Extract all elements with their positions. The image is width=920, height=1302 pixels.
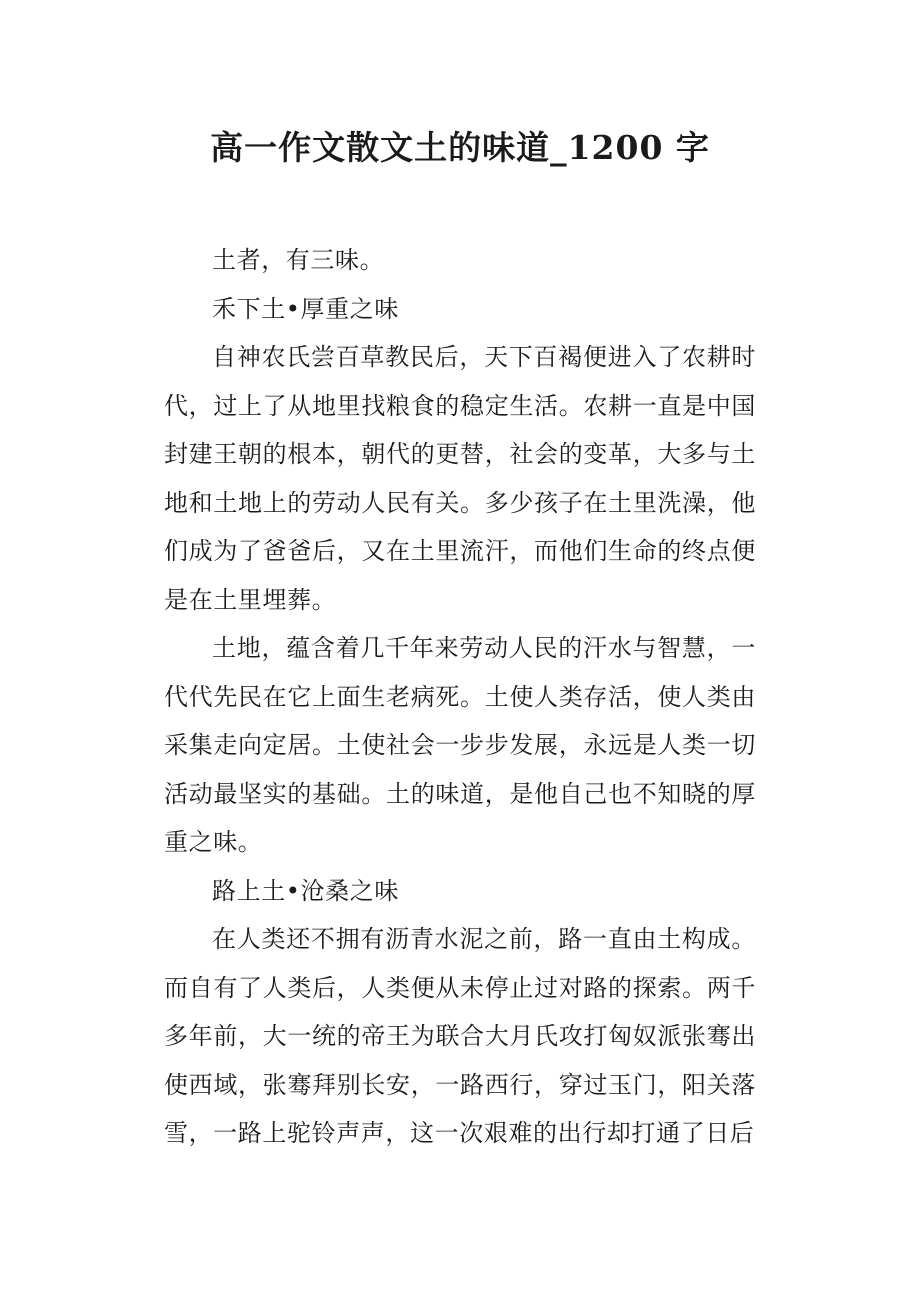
paragraph-road: 在人类还不拥有沥青水泥之前，路一直由土构成。而自有了人类后，人类便从未停止过对路的探索。两千多年前，大一统的帝王为联合大月氏攻打匈奴派张骞出使西域，张骞拜别长安，一路西行，穿过玉门，阳关落雪，一路上驼铃声声，这一次艰难的出行却打通了日后: [164, 925, 756, 1147]
paragraph-farming: 自神农氏尝百草教民后，天下百褐便进入了农耕时代，过上了从地里找粮食的稳定生活。农耕一直是中国封建王朝的根本，朝代的更替，社会的变革，大多与土地和土地上的劳动人民有关。多少孩子在土里洗澡，他们成为了爸爸后，又在土里流汗，而他们生命的终点便是在土里埋葬。: [164, 343, 756, 614]
section-heading-road-soil: 路上土•沧桑之味: [212, 876, 399, 905]
document-body: [164, 236, 756, 1158]
paragraph-land: 土地，蕴含着几千年来劳动人民的汗水与智慧，一代代先民在它上面生老病死。土使人类存活，使人类由采集走向定居。土使社会一步步发展，永远是人类一切活动最坚实的基础。土的味道，是他自己也不知晓的厚重之味。: [164, 634, 756, 856]
document-title: 高一作文散文土的味道_1200 字: [210, 128, 710, 167]
paragraph-intro: 土者，有三味。: [212, 246, 385, 274]
section-heading-field-soil: 禾下土•厚重之味: [212, 294, 399, 323]
